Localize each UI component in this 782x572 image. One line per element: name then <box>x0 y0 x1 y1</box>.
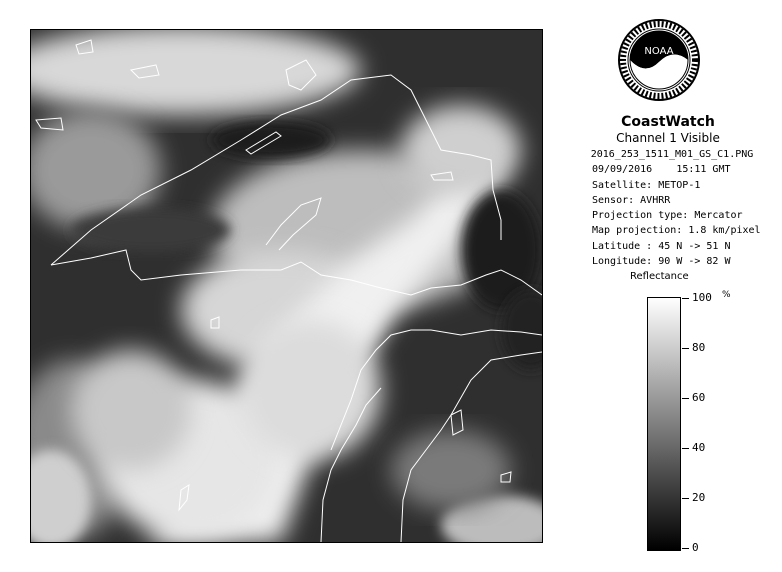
colorbar-tick <box>682 498 689 499</box>
brand-title: CoastWatch <box>621 114 715 130</box>
date: 09/09/2016 <box>592 164 653 176</box>
noaa-logo <box>617 18 701 102</box>
legend-title: Reflectance <box>630 271 689 282</box>
image-metadata <box>566 147 778 269</box>
colorbar-tick-label: 80 <box>692 341 706 354</box>
datetime-row <box>566 162 778 177</box>
noaa-logo-text: NOAA <box>644 46 674 57</box>
legend-unit: % <box>722 290 731 300</box>
colorbar-tick <box>682 298 689 299</box>
satellite: Satellite: METOP-1 <box>592 179 701 191</box>
projection-type: Projection type: Mercator <box>592 210 743 222</box>
map-projection: Map projection: 1.8 km/pixel <box>592 225 761 237</box>
colorbar-tick <box>682 398 689 399</box>
colorbar-tick <box>682 548 689 549</box>
colorbar-tick-label: 0 <box>692 541 699 554</box>
sensor: Sensor: AVHRR <box>592 194 671 206</box>
colorbar-tick <box>682 348 689 349</box>
colorbar-tick-label: 20 <box>692 491 706 504</box>
reflectance-colorbar <box>647 297 681 551</box>
colorbar-tick-label: 100 <box>692 291 712 304</box>
colorbar-tick <box>682 448 689 449</box>
colorbar-tick-label: 40 <box>692 441 706 454</box>
colorbar-tick-label: 60 <box>692 391 706 404</box>
latitude: Latitude : 45 N -> 51 N <box>592 240 731 252</box>
satellite-map-svg <box>31 30 542 542</box>
longitude: Longitude: 90 W -> 82 W <box>592 256 731 268</box>
channel-label: Channel 1 Visible <box>616 131 720 145</box>
time: 15:11 GMT <box>676 164 731 176</box>
filename: 2016_253_1511_M01_GS_C1.PNG <box>590 149 754 160</box>
satellite-image <box>30 29 543 543</box>
